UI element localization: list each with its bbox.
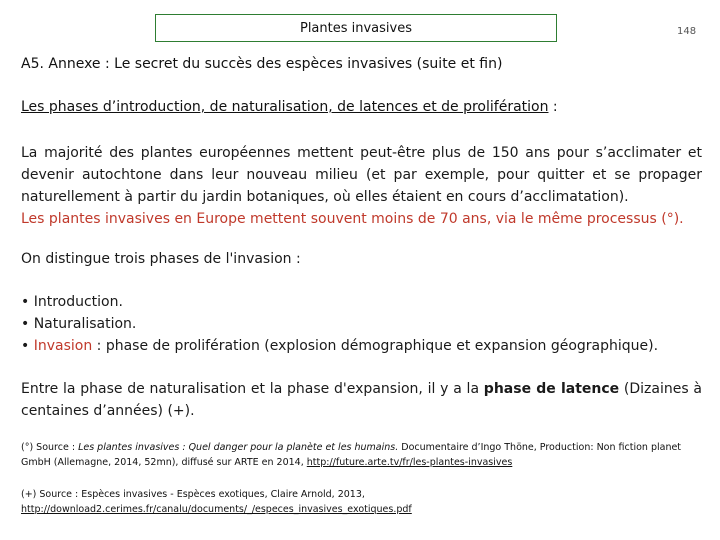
invasion-red-text: Invasion — [33, 338, 93, 354]
latence-suffix: (Dizaines à — [619, 381, 702, 397]
footnote-italic-title: Les plantes invasives : Quel danger pour la planète et les humains. — [78, 442, 399, 453]
paragraph-line: La majorité des plantes européennes mettent peut-être plus de 150 ans pour s’acclimater et — [21, 145, 702, 161]
invasion-description: : phase de prolifération (explosion démographique et expansion géographique). — [92, 338, 659, 354]
paragraph-line — [21, 378, 702, 400]
paragraph-acclimatation — [21, 142, 702, 230]
footnote-text: GmbH (Allemagne, 2014, 52mn), diffusé sur ARTE en 2014, — [21, 457, 307, 468]
bullet-mark: • — [21, 338, 34, 354]
footnote-prefix: (°) Source : — [21, 442, 79, 453]
page-number: 148 — [677, 26, 697, 37]
phases-heading-text: Les phases d’introduction, de naturalisation, de latences et de prolifération — [21, 99, 549, 115]
footnote-source-2 — [21, 487, 702, 517]
latence-prefix: Entre la phase de naturalisation et la phase d'expansion, il y a la — [21, 381, 484, 397]
header-title-box — [155, 14, 557, 42]
page-title: Plantes invasives — [299, 20, 413, 36]
paragraph-latence — [21, 378, 702, 422]
arte-link[interactable]: http://future.arte.tv/fr/les-plantes-invasives — [306, 457, 513, 468]
phases-heading-suffix: : — [548, 99, 558, 115]
paragraph-line: devenir autochtone dans leur nouveau milieu (et par exemple, pour quitter et se propager — [21, 167, 702, 183]
phases-list — [21, 291, 658, 357]
footnote-source-1 — [21, 440, 702, 470]
cerimes-link[interactable]: http://download2.cerimes.fr/canalu/documents/_/especes_invasives_exotiques.pdf — [21, 504, 412, 515]
footnote-text: Documentaire d’Ingo Thöne, Production: Non fiction planet — [398, 442, 682, 453]
latence-bold: phase de latence — [483, 381, 620, 397]
list-item — [21, 335, 658, 357]
paragraph-line: centaines d’années) (+). — [21, 403, 195, 419]
footnote-text: (+) Source : Espèces invasives - Espèces exotiques, Claire Arnold, 2013, — [21, 489, 365, 500]
paragraph-red-line: Les plantes invasives en Europe mettent souvent moins de 70 ans, via le même processus (°). — [21, 211, 684, 227]
list-item: • Introduction. — [21, 294, 123, 310]
section-title: A5. Annexe : Le secret du succès des espèces invasives (suite et fin) — [21, 56, 503, 72]
list-item: • Naturalisation. — [21, 316, 137, 332]
phases-heading — [21, 99, 558, 115]
paragraph-phases-intro: On distingue trois phases de l'invasion : — [21, 251, 301, 267]
paragraph-line: naturellement à partir du jardin botaniques, où elles étaient en cours d’acclimatation). — [21, 189, 629, 205]
